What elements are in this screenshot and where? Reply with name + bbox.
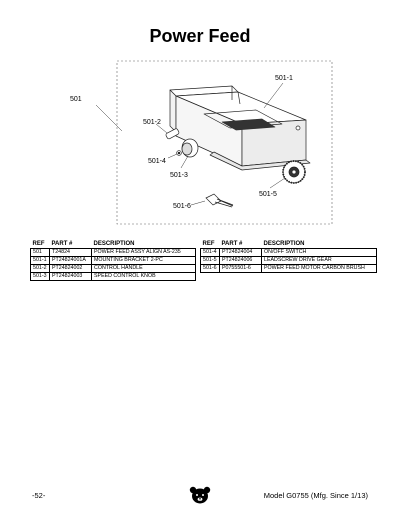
table-row [201,257,377,265]
cell-part-number: PT24824001A [50,257,92,265]
table-row [201,249,377,257]
power-feed-exploded-diagram [0,0,400,240]
cell-part-number: P0755501-6 [220,265,262,273]
power-feed-body-illustration [170,86,310,170]
leadscrew-drive-gear-illustration [283,161,305,183]
table-header-row [201,241,377,249]
motor-carbon-brush-illustration [206,194,233,207]
cell-part-number: PT24824004 [220,249,262,257]
model-info: Model G0755 (Mfg. Since 1/13) [263,491,368,500]
callout-501-5: 501-5 [259,191,277,198]
cell-part-number: PT24824006 [220,257,262,265]
column-header-ref: REF [31,241,50,249]
callout-501: 501 [70,96,82,103]
cell-ref: 501 [31,249,50,257]
cell-description: MOUNTING BRACKET 2-PC [92,257,196,265]
cell-description: POWER FEED MOTOR CARBON BRUSH [262,265,377,273]
column-header-part: PART # [50,241,92,249]
callout-501-2: 501-2 [143,119,161,126]
speed-control-knob-illustration [182,139,198,157]
callout-501-6: 501-6 [173,203,191,210]
cell-ref: 501-2 [31,265,50,273]
cell-ref: 501-3 [31,273,50,281]
cell-ref: 501-5 [201,257,220,265]
cell-description: POWER FEED ASSY ALIGN AS-235 [92,249,196,257]
cell-description: ON/OFF SWITCH [262,249,377,257]
control-handle-illustration [165,128,179,139]
column-header-part: PART # [220,241,262,249]
cell-ref: 501-6 [201,265,220,273]
column-header-ref: REF [201,241,220,249]
table-row [31,273,196,281]
callout-501-1: 501-1 [275,75,293,82]
column-header-description: DESCRIPTION [262,241,377,249]
bear-logo-icon [189,486,211,504]
page-title: Power Feed [149,26,251,46]
cell-ref: 501-4 [201,249,220,257]
cell-description: CONTROL HANDLE [92,265,196,273]
table-row [201,265,377,273]
on-off-switch-illustration [177,151,182,156]
cell-part-number: T24824 [50,249,92,257]
cell-ref: 501-1 [31,257,50,265]
cell-part-number: PT24824002 [50,265,92,273]
cell-description: SPEED CONTROL KNOB [92,273,196,281]
parts-table-left [30,241,196,281]
page-number: -52- [32,491,46,500]
column-header-description: DESCRIPTION [92,241,196,249]
table-row [31,249,196,257]
table-row [31,257,196,265]
parts-table-right [200,241,377,273]
callout-501-4: 501-4 [148,158,166,165]
table-header-row [31,241,196,249]
cell-part-number: PT24824003 [50,273,92,281]
cell-description: LEADSCREW DRIVE GEAR [262,257,377,265]
callout-501-3: 501-3 [170,172,188,179]
table-row [31,265,196,273]
